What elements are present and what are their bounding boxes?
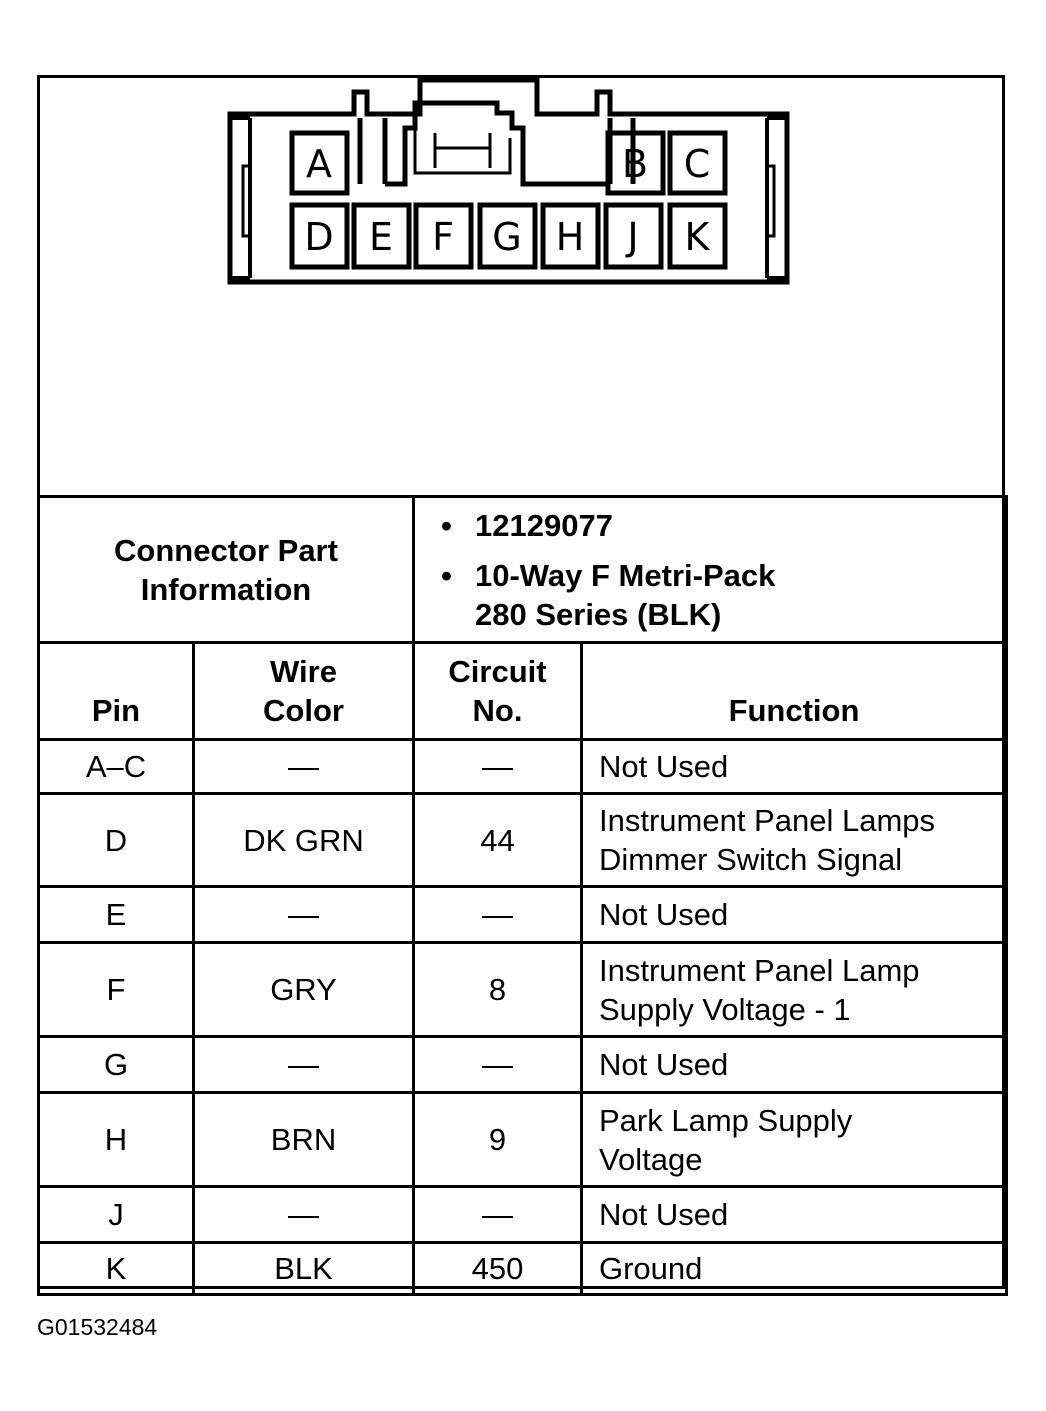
table-row: [39, 887, 1007, 943]
header-wire-color: Wire Color: [194, 643, 414, 740]
cell-wire-color: —: [194, 1037, 414, 1093]
part-info-label-cell: [39, 497, 414, 643]
table-header-row: [39, 643, 1007, 740]
cell-function: Instrument Panel Lamp Supply Voltage - 1: [582, 943, 1007, 1037]
table-row: [39, 1093, 1007, 1187]
cell-pin: K: [39, 1243, 194, 1295]
pin-label-b: B: [621, 142, 649, 186]
left-latch-slot: [243, 166, 250, 236]
header-pin: Pin: [39, 643, 194, 740]
table-row: [39, 1187, 1007, 1243]
cell-wire-color: —: [194, 887, 414, 943]
cell-pin: F: [39, 943, 194, 1037]
cell-function: Ground: [582, 1243, 1007, 1295]
part-info-label-line2: Information: [140, 571, 312, 607]
cell-wire-color: —: [194, 740, 414, 794]
table-row: [39, 1037, 1007, 1093]
cell-wire-color: BRN: [194, 1093, 414, 1187]
part-description-line2: 280 Series (BLK): [475, 596, 722, 632]
pin-label-g: G: [492, 215, 522, 259]
connector-face-drawing: [40, 78, 1002, 497]
connector-left-flange: [230, 118, 250, 278]
cell-function: Not Used: [582, 1187, 1007, 1243]
center-latch-inner: [415, 128, 510, 173]
cell-wire-color: GRY: [194, 943, 414, 1037]
cell-function: Instrument Panel Lamps Dimmer Switch Signal: [582, 794, 1007, 887]
cell-function: Not Used: [582, 740, 1007, 794]
part-number: • 12129077: [475, 506, 1004, 545]
table-row: [39, 943, 1007, 1037]
connector-sheet: [37, 75, 1005, 1289]
cell-function: Not Used: [582, 887, 1007, 943]
pin-label-h: H: [555, 215, 585, 259]
cell-pin: A–C: [39, 740, 194, 794]
cell-wire-color: —: [194, 1187, 414, 1243]
figure-id: G01532484: [37, 1314, 158, 1340]
cell-function: Park Lamp Supply Voltage: [582, 1093, 1007, 1187]
cell-circuit: —: [414, 740, 582, 794]
part-info-label-line1: Connector Part: [114, 532, 338, 568]
table-row: [39, 794, 1007, 887]
table-row: [39, 740, 1007, 794]
pin-label-c: C: [683, 142, 711, 186]
connector-part-info: [37, 495, 1008, 644]
cell-circuit: 44: [414, 794, 582, 887]
cell-pin: E: [39, 887, 194, 943]
table-row: [39, 1243, 1007, 1295]
pin-label-a: A: [306, 142, 332, 186]
cell-circuit: 450: [414, 1243, 582, 1295]
connector-face-diagram: [40, 78, 1002, 497]
cell-circuit: —: [414, 887, 582, 943]
cell-wire-color: DK GRN: [194, 794, 414, 887]
pin-label-d: D: [304, 215, 334, 259]
header-function: Function: [582, 643, 1007, 740]
header-circuit-no: Circuit No.: [414, 643, 582, 740]
cell-pin: H: [39, 1093, 194, 1187]
part-info-value-cell: [414, 497, 1007, 643]
cell-pin: D: [39, 794, 194, 887]
pin-label-j: J: [627, 215, 639, 259]
cell-circuit: 8: [414, 943, 582, 1037]
right-latch-slot: [767, 166, 774, 236]
cell-circuit: —: [414, 1037, 582, 1093]
part-description-line1: • 10-Way F Metri-Pack: [475, 556, 1004, 595]
cell-pin: J: [39, 1187, 194, 1243]
connector-right-flange: [767, 118, 787, 278]
cell-circuit: 9: [414, 1093, 582, 1187]
pin-label-e: E: [368, 215, 394, 259]
cell-function: Not Used: [582, 1037, 1007, 1093]
cell-pin: G: [39, 1037, 194, 1093]
cell-wire-color: BLK: [194, 1243, 414, 1295]
cell-circuit: —: [414, 1187, 582, 1243]
pin-assignment-table: [37, 641, 1008, 1296]
pin-label-k: K: [684, 215, 710, 259]
pin-label-f: F: [432, 215, 454, 259]
